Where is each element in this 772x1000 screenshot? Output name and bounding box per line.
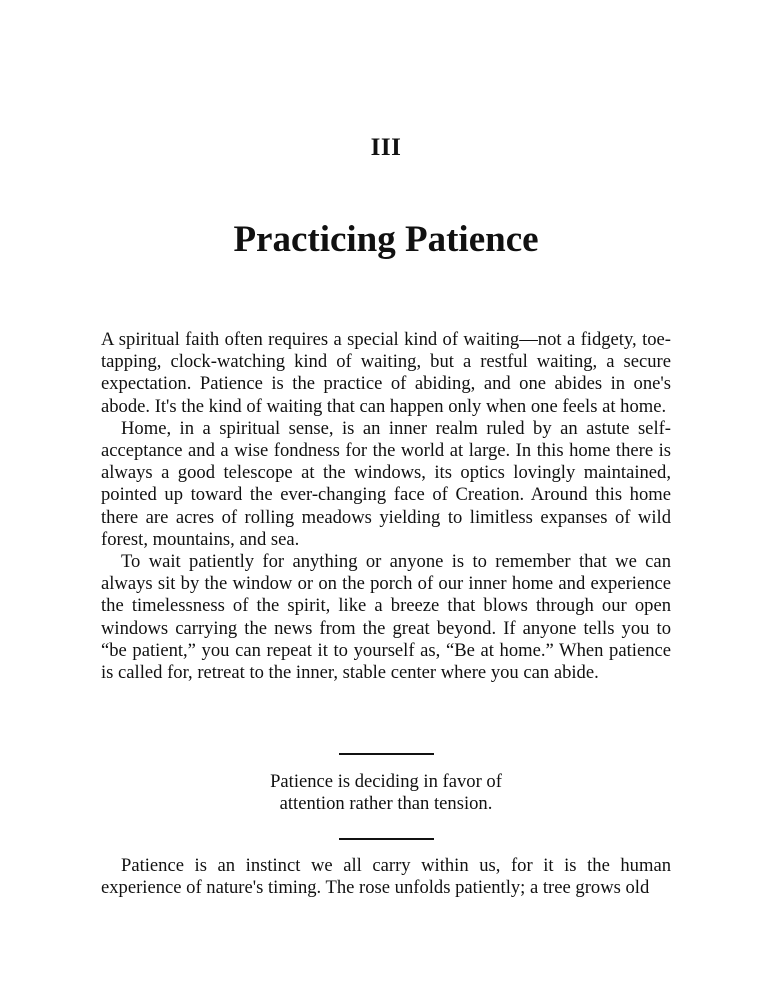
epigraph-line-2: attention rather than tension. bbox=[279, 793, 493, 814]
epigraph-line-1: Patience is deciding in favor of bbox=[270, 771, 502, 792]
chapter-title: Practicing Patience bbox=[233, 219, 539, 260]
epigraph-bottom-rule bbox=[339, 838, 434, 840]
chapter-number: III bbox=[370, 134, 402, 161]
chapter-body bbox=[101, 329, 671, 684]
epigraph bbox=[0, 771, 772, 815]
epigraph-top-rule bbox=[339, 753, 434, 755]
paragraph-2: Home, in a spiritual sense, is an inner realm ruled by an astute self-acceptance and a wise fondness for the world at large. In this home there is always a good telescope at the windows, its optics lovingly maintained, pointed up toward the ever-changing face of Creation. Around this home there are acres of rolling meadows yielding to limitless expanses of wild forest, mountains, and sea. bbox=[101, 417, 671, 550]
paragraph-1: A spiritual faith often requires a special kind of waiting—not a fidgety, toe-tapping, clock-watching kind of waiting, but a restful waiting, a secure expectation. Patience is the practice of abiding, and one abides in one's abode. It's the kind of waiting that can happen only when one feels at home. bbox=[101, 329, 671, 417]
paragraph-3: To wait patiently for anything or anyone is to remember that we can always sit by the window or on the porch of our inner home and experience the timelessness of the spirit, like a breeze that blows through our open windows carrying the news from the great beyond. If anyone tells you to “be patient,” you can repeat it to yourself as, “Be at home.” When patience is called for, retreat to the inner, stable center where you can abide. bbox=[101, 551, 671, 684]
paragraph-4: Patience is an instinct we all carry within us, for it is the human experience of nature's timing. The rose unfolds patiently; a tree grows old bbox=[101, 855, 671, 899]
chapter-body-continued bbox=[101, 855, 671, 899]
